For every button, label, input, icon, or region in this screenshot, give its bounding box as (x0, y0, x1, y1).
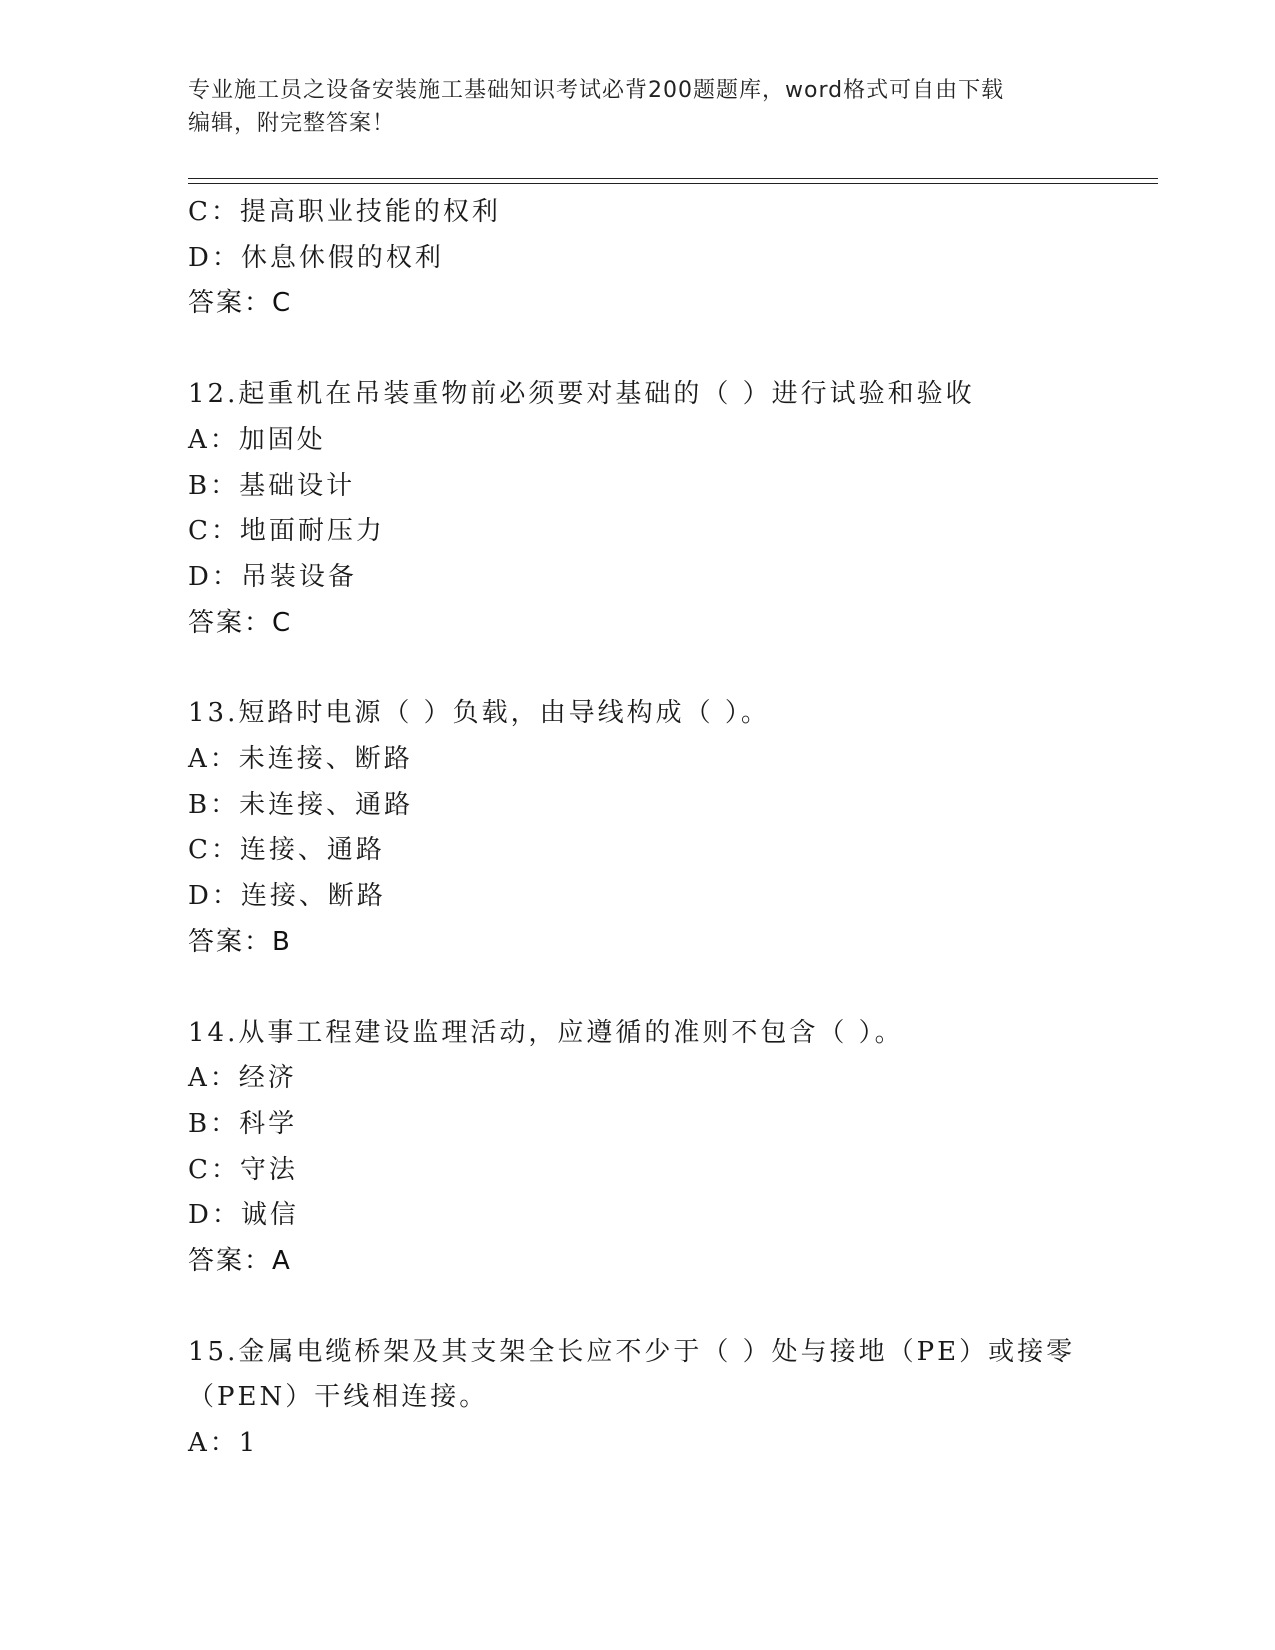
option-a: A：经济 (188, 1063, 297, 1094)
header-divider-bottom (188, 183, 1158, 184)
header-title-line-1: 专业施工员之设备安装施工基础知识考试必背200题题库，word格式可自由下载 (188, 78, 1005, 103)
option-d: D：连接、断路 (188, 881, 386, 912)
question-stem: 12.起重机在吊装重物前必须要对基础的（ ）进行试验和验收 (188, 379, 975, 410)
question-12 (188, 372, 1148, 646)
answer-line: 答案：A (188, 1246, 292, 1277)
option-d: D：吊装设备 (188, 561, 357, 592)
question-stem-line-2: （PEN）干线相连接。 (188, 1382, 489, 1413)
option-a: A：1 (188, 1428, 259, 1459)
option-d: D：诚信 (188, 1200, 299, 1231)
option-b: B：科学 (188, 1108, 298, 1139)
answer-line: 答案：B (188, 926, 292, 957)
option-a: A：加固处 (188, 424, 326, 455)
option-c: C：提高职业技能的权利 (188, 197, 501, 227)
spacer (188, 646, 1148, 691)
spacer (188, 1285, 1148, 1330)
question-list (188, 190, 1148, 1467)
answer-line: 答案：C (188, 607, 293, 638)
header-divider-top (188, 178, 1158, 179)
spacer (188, 966, 1148, 1011)
question-11-continuation (188, 190, 1148, 327)
question-14 (188, 1011, 1148, 1285)
question-stem: 14.从事工程建设监理活动，应遵循的准则不包含（ ）。 (188, 1017, 904, 1048)
spacer (188, 327, 1148, 372)
option-b: B：基础设计 (188, 470, 356, 501)
answer-line: 答案：C (188, 288, 293, 319)
option-b: B：未连接、通路 (188, 789, 414, 820)
option-c: C：连接、通路 (188, 835, 385, 866)
question-13 (188, 691, 1148, 965)
option-c: C：守法 (188, 1154, 298, 1185)
option-d: D：休息休假的权利 (188, 242, 444, 273)
question-stem-line-1: 15.金属电缆桥架及其支架全长应不少于（ ）处与接地（PE）或接零 (188, 1336, 1076, 1367)
header-title-line-2: 编辑，附完整答案！ (188, 111, 396, 136)
question-stem: 13.短路时电源（ ）负载，由导线构成（ ）。 (188, 698, 770, 729)
document-header (188, 74, 1088, 140)
option-a: A：未连接、断路 (188, 744, 413, 775)
question-15 (188, 1330, 1148, 1467)
option-c: C：地面耐压力 (188, 516, 385, 547)
